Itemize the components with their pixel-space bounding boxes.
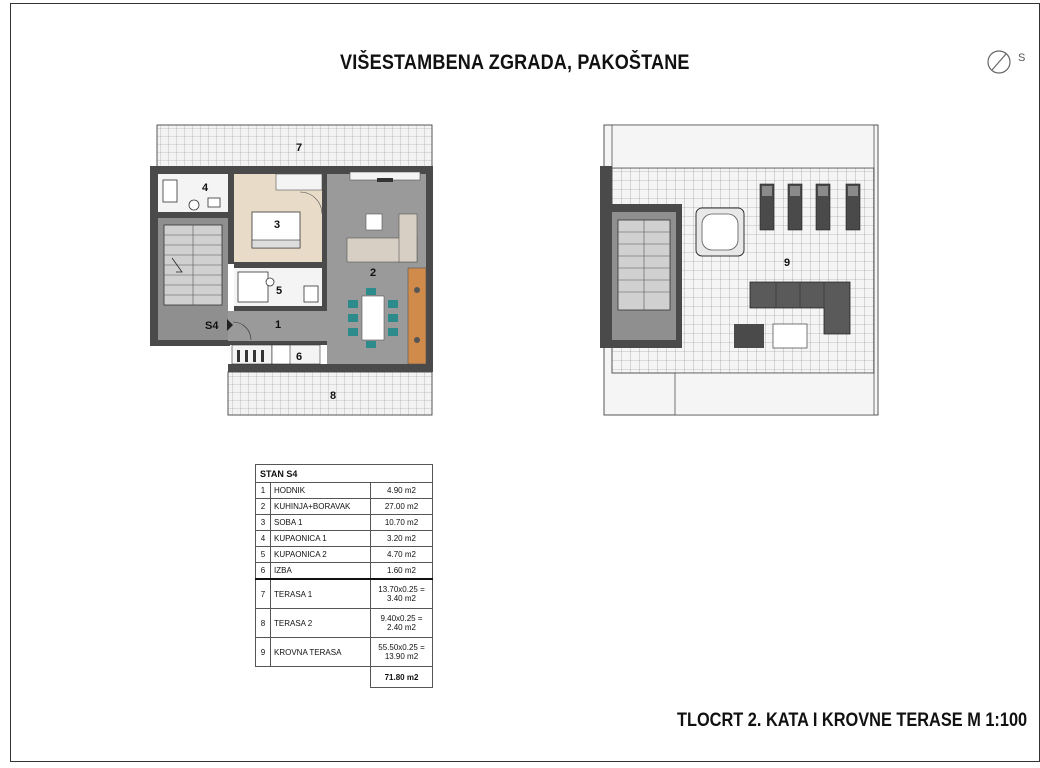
label-terrace-7: 7 <box>296 142 303 154</box>
wall-right <box>426 166 433 372</box>
table-row: 3 SOBA 1 10.70 m2 <box>256 515 433 531</box>
label-room-1: 1 <box>275 319 282 331</box>
label-room-4: 4 <box>202 182 209 194</box>
table-row: 2 KUHINJA+BORAVAK 27.00 m2 <box>256 499 433 515</box>
table-row: 7 TERASA 1 13.70x0.25 = 3.40 m2 <box>256 579 433 609</box>
roof-terrace-plan <box>600 125 878 415</box>
label-unit-s4: S4 <box>205 320 219 332</box>
logo-letter: S <box>1018 52 1026 64</box>
area-table <box>255 464 433 688</box>
drawing-title: TLOCRT 2. KATA I KROVNE TERASE M 1:100 <box>677 710 1028 731</box>
table-row: 9 KROVNA TERASA 55.50x0.25 = 13.90 m2 <box>256 638 433 667</box>
table-row: 6 IZBA 1.60 m2 <box>256 563 433 580</box>
table-total-row <box>256 667 433 688</box>
label-terrace-8: 8 <box>330 390 337 402</box>
label-room-3: 3 <box>274 219 281 231</box>
apartment-plan <box>150 125 433 415</box>
table-header: STAN S4 <box>256 465 433 483</box>
table-row: 1 HODNIK 4.90 m2 <box>256 483 433 499</box>
label-room-2: 2 <box>370 267 377 279</box>
table-row: 5 KUPAONICA 2 4.70 m2 <box>256 547 433 563</box>
label-room-5: 5 <box>276 285 283 297</box>
table-row: 8 TERASA 2 9.40x0.25 = 2.40 m2 <box>256 609 433 638</box>
label-room-6: 6 <box>296 351 303 363</box>
table-row: 4 KUPAONICA 1 3.20 m2 <box>256 531 433 547</box>
label-roof-9: 9 <box>784 257 791 269</box>
table-total: 71.80 m2 <box>371 667 433 688</box>
terrace-7 <box>157 125 432 168</box>
wall-bottom <box>228 364 433 372</box>
page-title: VIŠESTAMBENA ZGRADA, PAKOŠTANE <box>340 51 690 74</box>
wall-left <box>150 166 158 346</box>
